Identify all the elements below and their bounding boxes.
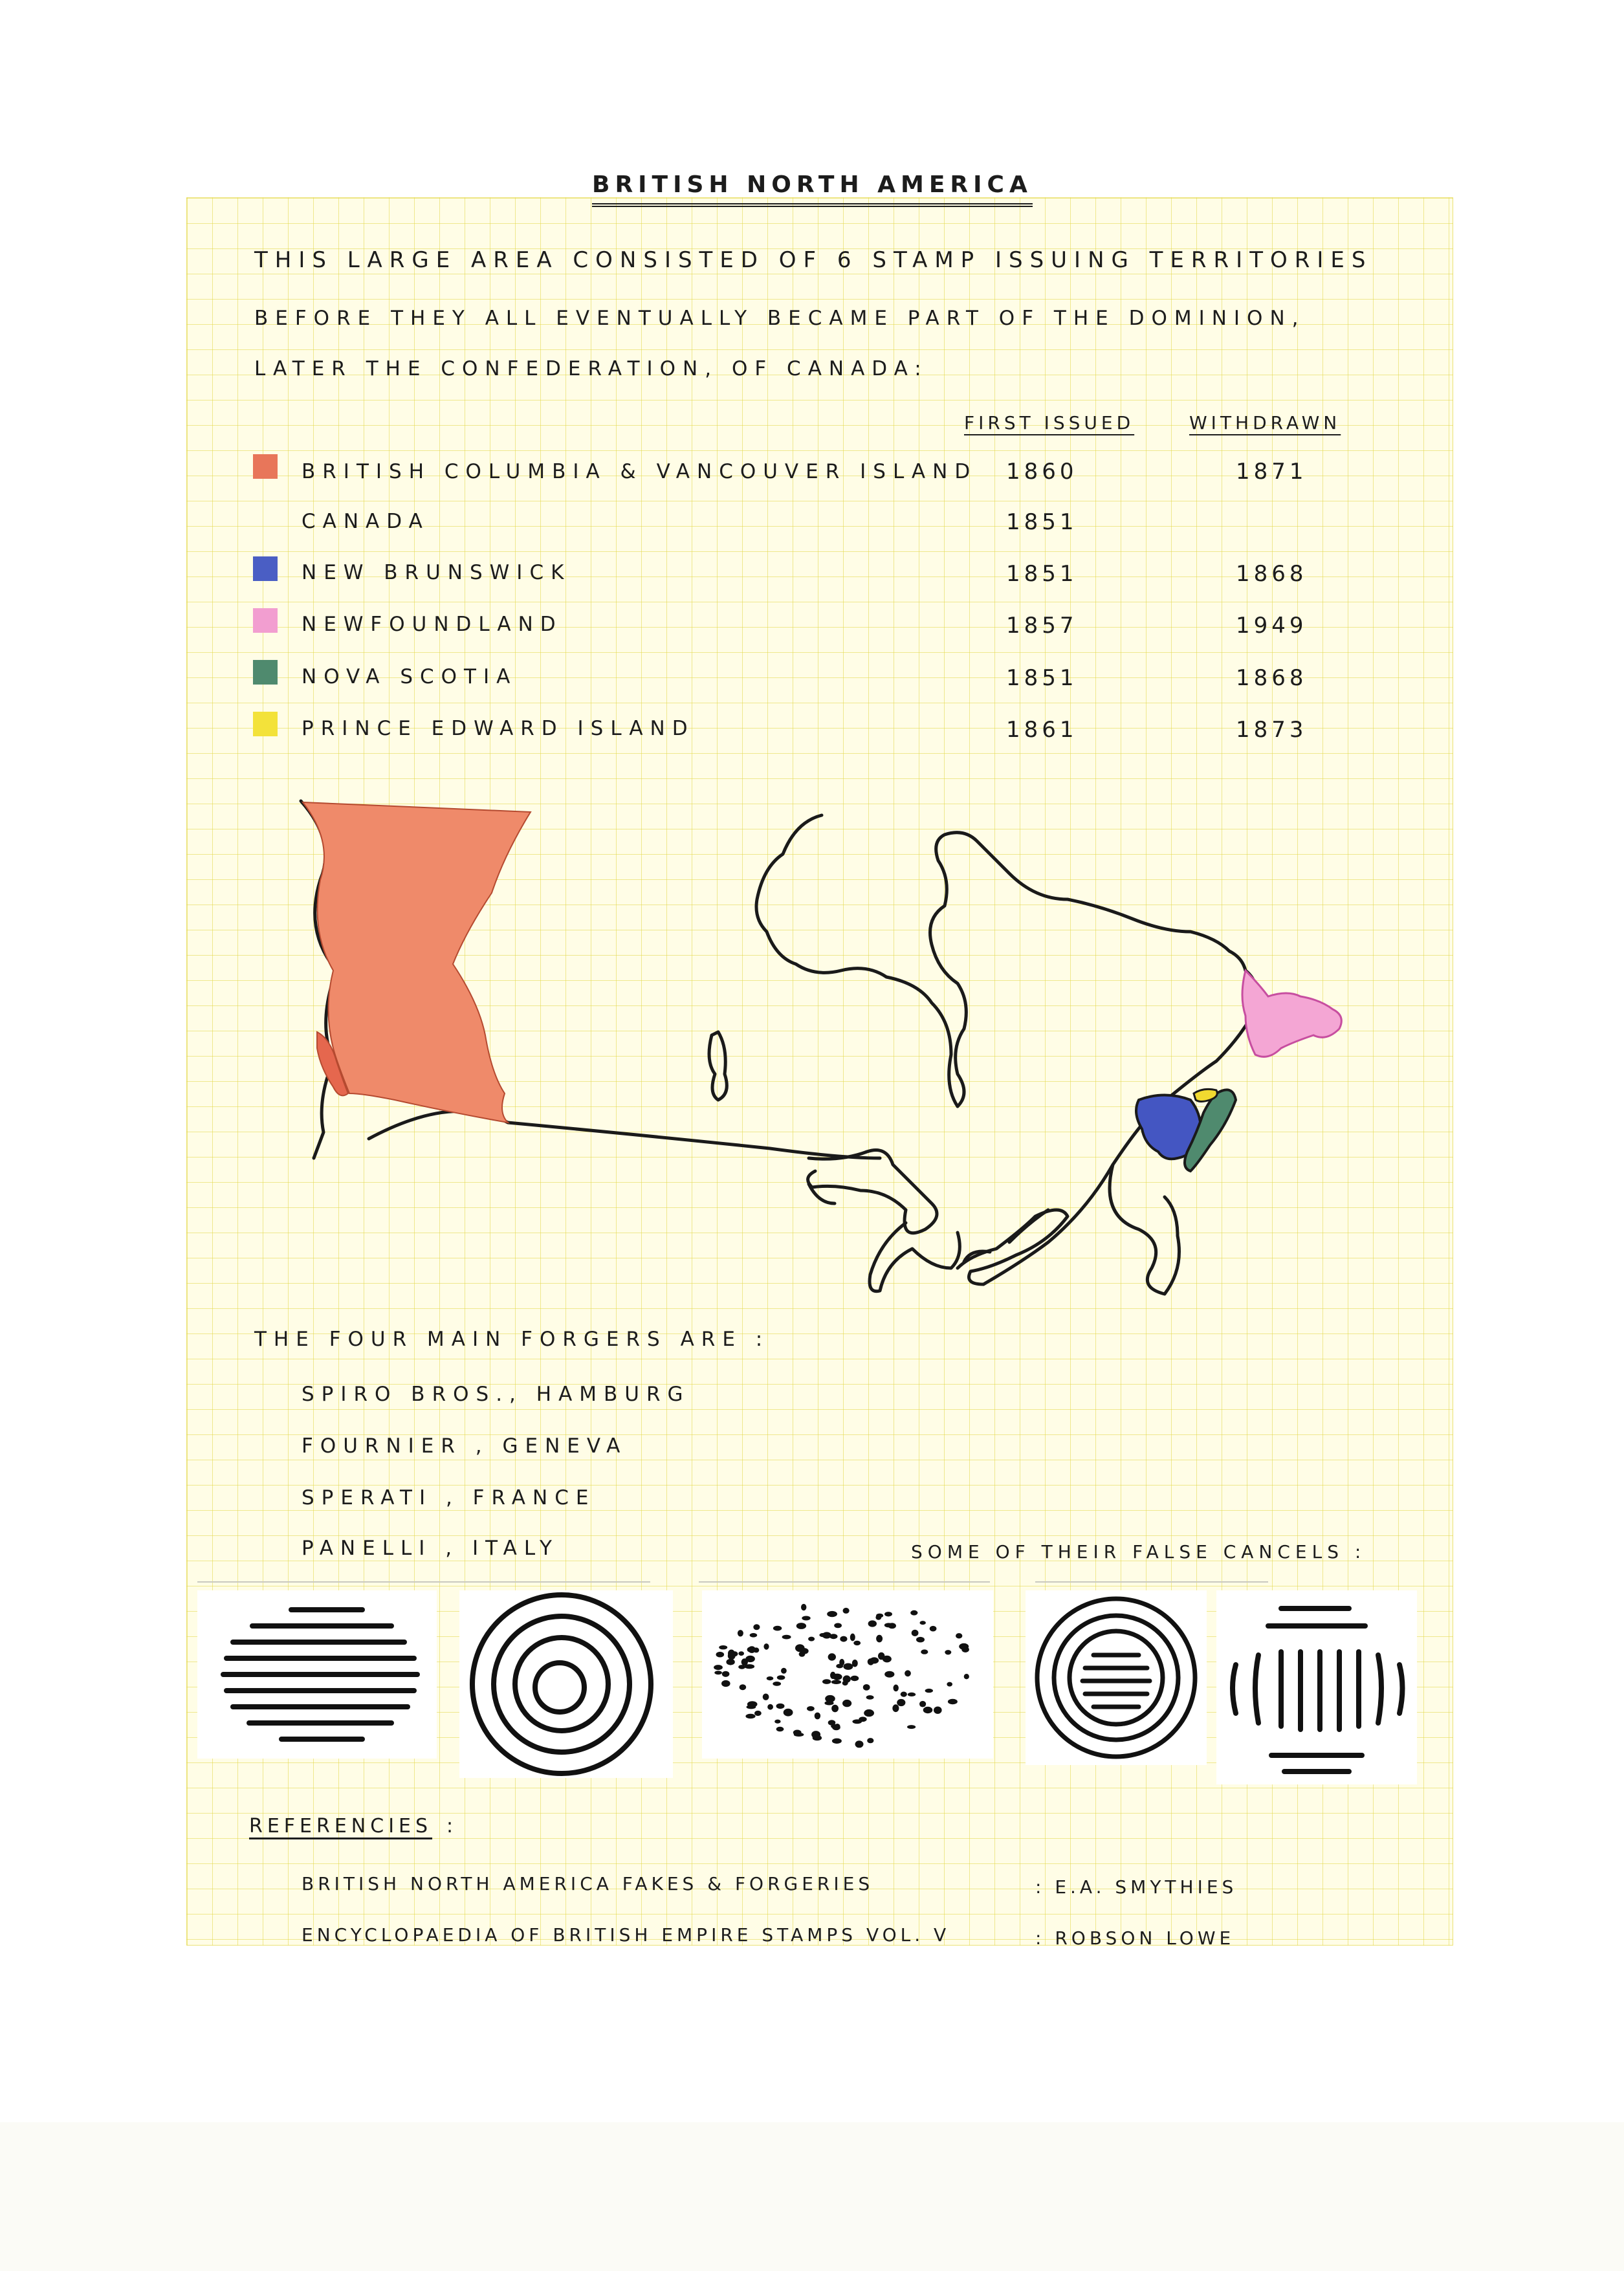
cancel-dot (894, 1685, 899, 1692)
cancel-dot (763, 1694, 769, 1700)
cancel-dot (831, 1705, 839, 1713)
cancel-dot (843, 1675, 851, 1683)
james-bay-island (709, 1032, 727, 1100)
cancel-dot (811, 1731, 820, 1739)
cancel-dot (782, 1635, 791, 1640)
cancel-dot (843, 1608, 850, 1614)
cancel-dot (866, 1695, 874, 1700)
reference-title: BRITISH NORTH AMERICA FAKES & FORGERIES (302, 1873, 874, 1894)
cancel-dot (741, 1658, 748, 1665)
cancel-dot (767, 1676, 774, 1680)
territory-name: BRITISH COLUMBIA & VANCOUVER ISLAND (302, 460, 978, 483)
cancel-dot (773, 1682, 781, 1686)
col-withdrawn: WITHDRAWN (1189, 412, 1341, 433)
cancel-dot (947, 1682, 952, 1687)
reference-title: ENCYCLOPAEDIA OF BRITISH EMPIRE STAMPS VOL. V (302, 1924, 950, 1946)
divider (699, 1581, 990, 1583)
cancel-dot (738, 1651, 744, 1656)
cancel-dot (808, 1637, 815, 1641)
cancel-dot (867, 1738, 873, 1743)
cancel-dot (828, 1653, 836, 1660)
cancel-dot (925, 1689, 933, 1693)
cancel-dot (850, 1634, 855, 1641)
cancel-dot (964, 1674, 969, 1679)
first-issued-year: 1857 (1006, 613, 1078, 639)
cancel-dot (875, 1615, 881, 1620)
references-colon: : (446, 1815, 454, 1838)
cancel-dot (777, 1675, 785, 1680)
cancel-dot (754, 1711, 762, 1716)
forger-item: SPERATI , FRANCE (302, 1486, 596, 1509)
cancel-dot (842, 1700, 851, 1707)
cancel-dot (747, 1701, 758, 1707)
cancel-dot (824, 1701, 833, 1706)
newfoundland-region (1242, 971, 1341, 1057)
cancel-dot (859, 1717, 866, 1722)
cancel-dot (843, 1663, 853, 1670)
forgers-heading: THE FOUR MAIN FORGERS ARE : (254, 1328, 770, 1351)
first-issued-year: 1851 (1006, 665, 1078, 691)
territory-name: NEW BRUNSWICK (302, 561, 571, 584)
cancel-dot (714, 1665, 723, 1670)
forger-item: FOURNIER , GENEVA (302, 1434, 628, 1458)
cancel-dot (959, 1643, 969, 1650)
cancel-dot (740, 1684, 747, 1690)
cancel-dot (836, 1664, 843, 1669)
divider (197, 1581, 650, 1583)
cancel-dot (815, 1713, 820, 1720)
reference-author: : ROBSON LOWE (1035, 1927, 1235, 1949)
col-first-issued: FIRST ISSUED (964, 412, 1135, 433)
cancel-dot (796, 1623, 806, 1629)
cancel-dot (853, 1641, 861, 1645)
withdrawn-year: 1871 (1236, 459, 1308, 485)
cancel-dot (905, 1670, 911, 1676)
cancel-dot (738, 1630, 743, 1636)
border-49th-parallel (369, 1111, 880, 1158)
great-lakes (808, 1150, 937, 1233)
cancel-dot (721, 1680, 730, 1687)
first-issued-year: 1861 (1006, 717, 1078, 743)
cancel-dot (807, 1706, 815, 1711)
intro-line-3: LATER THE CONFEDERATION, OF CANADA: (254, 357, 928, 380)
cancel-dot (834, 1623, 842, 1629)
cancel-sample-target (1026, 1590, 1207, 1765)
first-issued-year: 1860 (1006, 459, 1078, 485)
cancel-dot (919, 1701, 926, 1707)
cancel-sample-lines (197, 1590, 437, 1759)
cancel-dot (948, 1699, 958, 1704)
divider (1035, 1581, 1268, 1583)
cancel-dot (916, 1637, 925, 1643)
hudson-bay (756, 815, 958, 1106)
cancel-dot (776, 1704, 785, 1709)
cancel-dot (884, 1671, 894, 1678)
cancel-dot (840, 1636, 847, 1642)
cancel-dot (773, 1626, 782, 1631)
territory-name: NOVA SCOTIA (302, 665, 518, 688)
cancel-dot (716, 1652, 725, 1658)
cancel-dot (726, 1659, 734, 1665)
cancel-dot (832, 1739, 842, 1744)
cancel-dot (767, 1704, 773, 1710)
cancel-dot (722, 1671, 730, 1677)
cancel-dot (851, 1676, 859, 1681)
cancel-dot (892, 1704, 899, 1712)
withdrawn-year: 1873 (1236, 717, 1308, 743)
territory-name: CANADA (302, 510, 430, 533)
cancel-dot (774, 1720, 780, 1724)
cancel-dot (714, 1671, 722, 1674)
cancel-dot (945, 1650, 951, 1654)
intro-line-2: BEFORE THEY ALL EVENTUALLY BECAME PART OF THE DOMINION, (254, 307, 1306, 330)
withdrawn-year: 1868 (1236, 561, 1308, 587)
forger-item: SPIRO BROS., HAMBURG (302, 1383, 690, 1406)
cancel-dot (784, 1709, 793, 1717)
cancel-dot (907, 1725, 916, 1729)
labrador-quebec-coast (930, 833, 1246, 1106)
cancel-dot (868, 1620, 877, 1627)
cancel-dot (901, 1692, 907, 1697)
cancel-dot (753, 1624, 760, 1630)
territory-name: PRINCE EDWARD ISLAND (302, 717, 695, 740)
cancel-dot (763, 1643, 769, 1650)
cancel-dot (908, 1693, 916, 1696)
territory-name: NEWFOUNDLAND (302, 613, 563, 636)
cancel-sample-dots (702, 1590, 993, 1759)
first-issued-year: 1851 (1006, 561, 1078, 587)
cancel-dot (832, 1674, 842, 1680)
cancel-dot (719, 1645, 727, 1649)
references-heading: REFERENCIES (249, 1815, 433, 1838)
cancel-dot (748, 1646, 756, 1653)
cancel-dot (878, 1652, 884, 1660)
cancel-dot (912, 1630, 919, 1636)
cancel-dot (795, 1644, 805, 1652)
cancel-dot (855, 1740, 864, 1748)
cancel-sample-concentric-rings (459, 1590, 673, 1778)
cancel-dot (897, 1699, 905, 1706)
cancel-dot (745, 1714, 755, 1719)
cancel-dot (956, 1633, 962, 1638)
cancel-dot (738, 1665, 745, 1669)
false-cancels-label: SOME OF THEIR FALSE CANCELS : (911, 1541, 1366, 1563)
cancel-dot (923, 1707, 933, 1713)
cancel-dot (910, 1610, 917, 1616)
cancel-sample-bars (1216, 1590, 1417, 1784)
cancel-dot (920, 1621, 926, 1625)
withdrawn-year: 1868 (1236, 665, 1308, 691)
cancel-dot (827, 1611, 837, 1617)
cancel-dot (835, 1724, 840, 1729)
cancel-dot (864, 1709, 874, 1717)
cancel-dot (728, 1650, 735, 1658)
cancel-dot (781, 1668, 787, 1674)
cancel-dot (776, 1727, 784, 1731)
cancel-dot (884, 1623, 893, 1627)
first-issued-year: 1851 (1006, 509, 1078, 535)
cancel-dot (822, 1679, 831, 1684)
lakes-detail (809, 1184, 1048, 1262)
cancel-dot (750, 1633, 758, 1638)
cancel-dot (930, 1626, 937, 1632)
cancel-dot (863, 1684, 870, 1691)
page-title: BRITISH NORTH AMERICA (592, 173, 1033, 207)
cancel-dot (822, 1632, 831, 1638)
cancel-dot (794, 1733, 804, 1737)
cancel-dot (934, 1707, 942, 1714)
intro-line-1: THIS LARGE AREA CONSISTED OF 6 STAMP ISSUING TERRITORIES (254, 247, 1373, 273)
maritimes-outline (1110, 1165, 1180, 1294)
cancel-dot (884, 1612, 892, 1616)
cancel-dot (921, 1649, 928, 1654)
withdrawn-year: 1949 (1236, 613, 1308, 639)
reference-author: : E.A. SMYTHIES (1035, 1876, 1238, 1898)
lake-erie-ontario (958, 1210, 1068, 1284)
forger-item: PANELLI , ITALY (302, 1537, 559, 1560)
cancel-dot (870, 1657, 879, 1663)
cancel-dot (802, 1616, 810, 1621)
cancel-dot (801, 1604, 806, 1610)
cancel-dot (876, 1635, 883, 1643)
cancel-dot (831, 1680, 841, 1684)
